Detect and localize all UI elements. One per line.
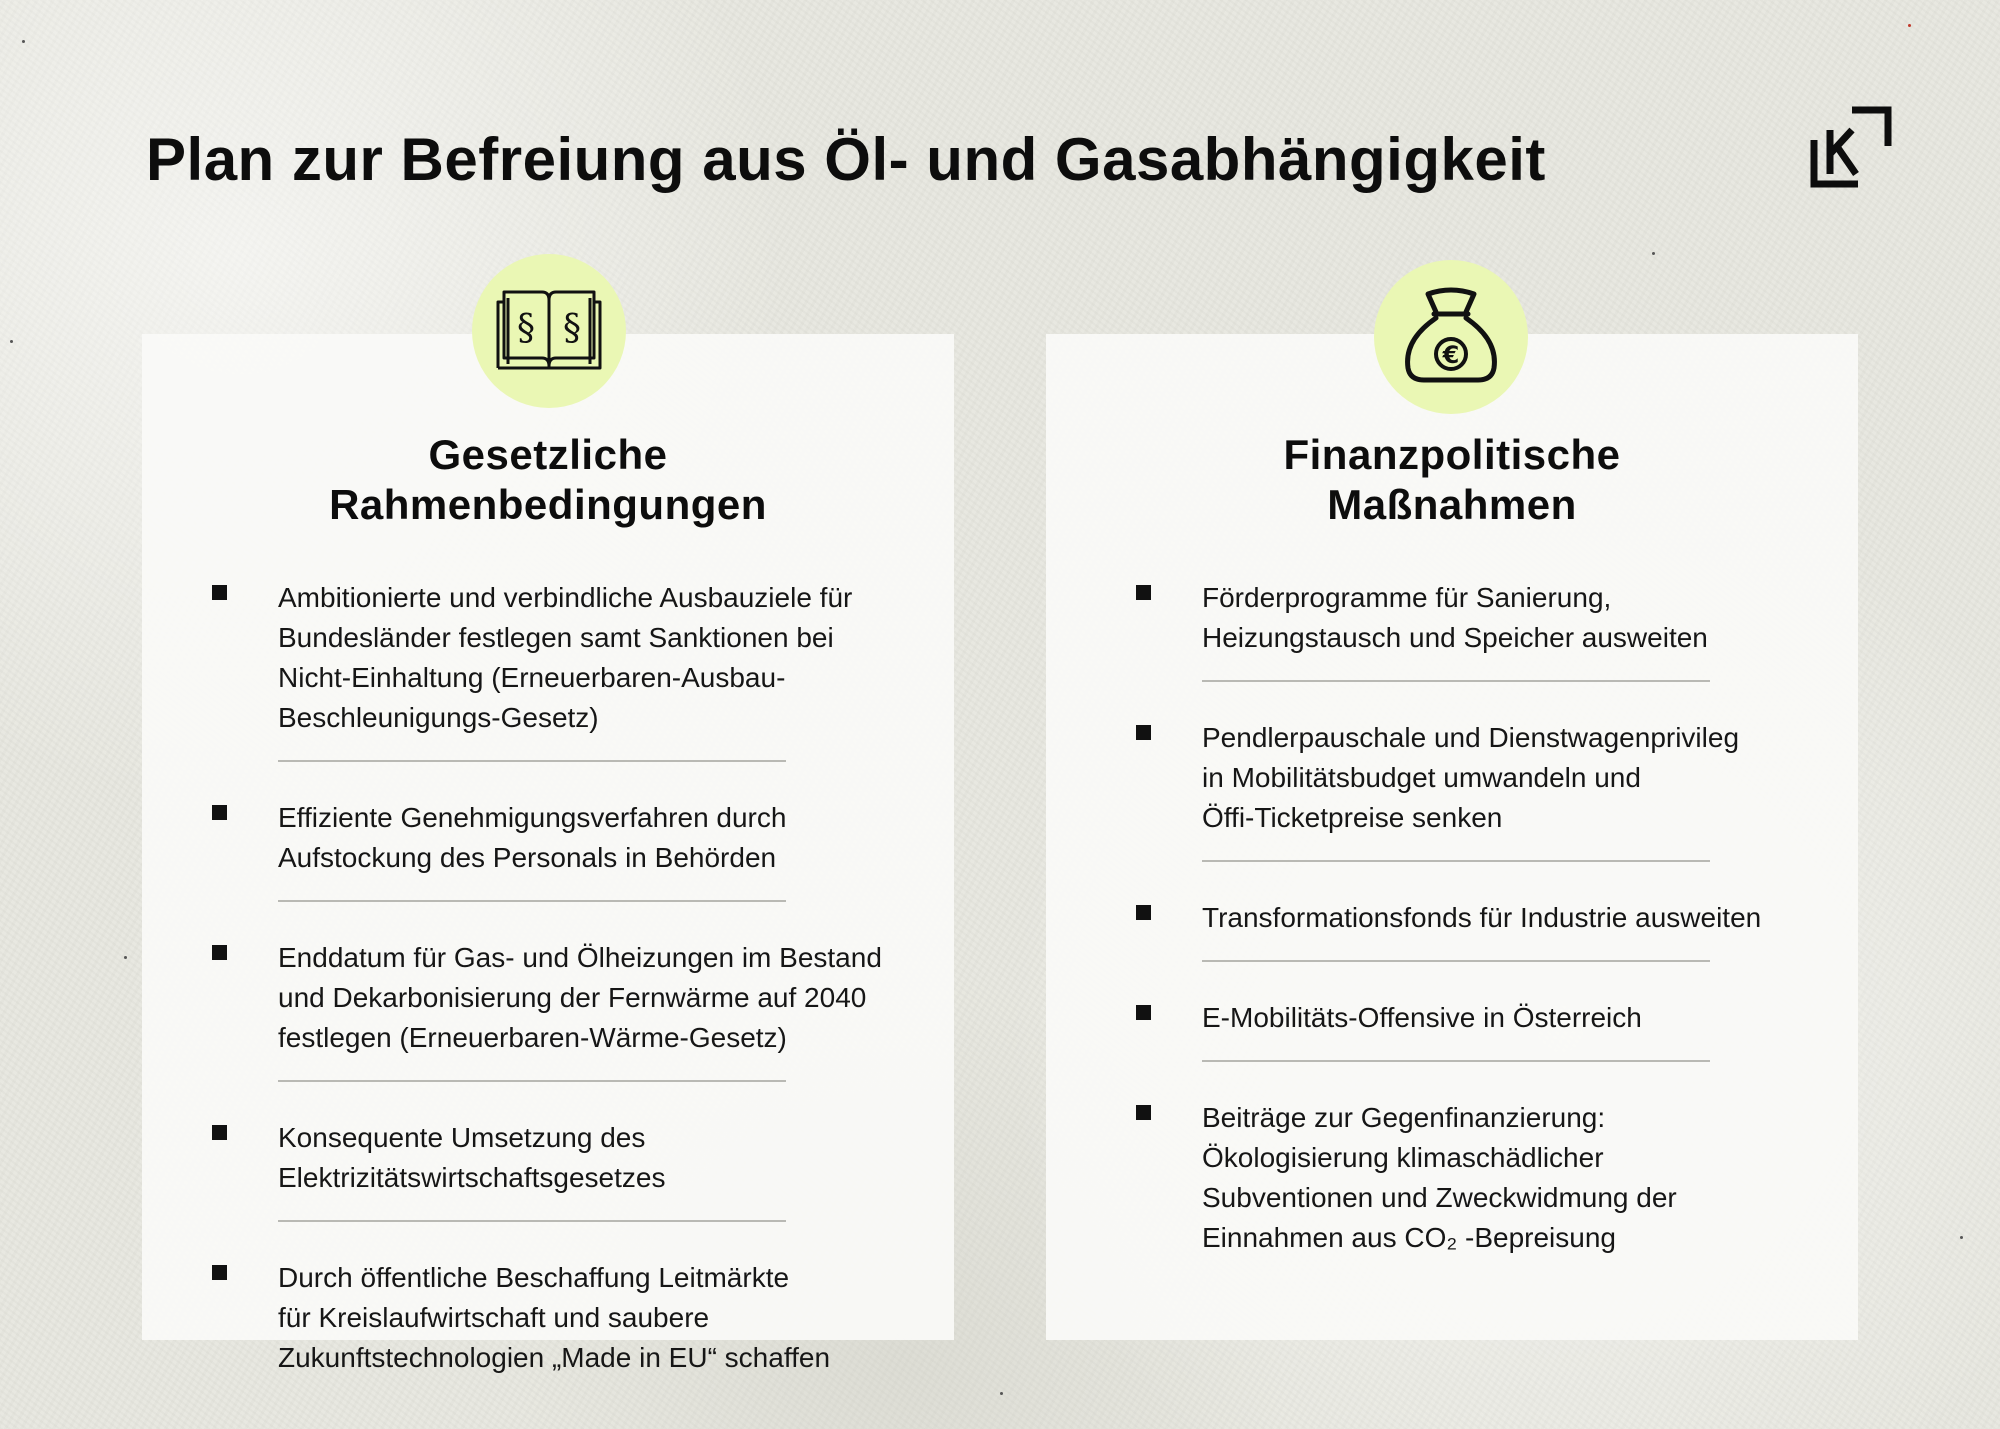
list-item-line: Subventionen und Zweckwidmung der — [1202, 1182, 1677, 1213]
divider — [278, 1080, 786, 1082]
law-book-graphic — [472, 254, 626, 408]
svg-text:§: § — [563, 308, 581, 349]
list-item-line: Zukunftstechnologien „Made in EU“ schaffen — [278, 1342, 831, 1373]
square-bullet-icon — [1136, 585, 1151, 600]
list-item — [210, 578, 940, 738]
legal-measures-list — [210, 578, 940, 1378]
square-bullet-icon — [212, 585, 227, 600]
list-item-text — [278, 578, 940, 738]
list-item-line: für Kreislaufwirtschaft und saubere — [278, 1302, 710, 1333]
list-item-line: Heizungstausch und Speicher ausweiten — [1202, 622, 1708, 653]
svg-text:§: § — [517, 308, 535, 349]
square-bullet-icon — [212, 805, 227, 820]
euro-money-bag-icon — [1374, 260, 1528, 414]
list-item-line: Konsequente Umsetzung des — [278, 1122, 646, 1153]
k-logo-icon — [1808, 104, 1894, 190]
square-bullet-icon — [1136, 905, 1151, 920]
list-item-line: Durch öffentliche Beschaffung Leitmärkte — [278, 1262, 790, 1293]
paper-speck — [1908, 24, 1911, 27]
list-item — [210, 798, 940, 878]
section-title-line: Rahmenbedingungen — [329, 481, 767, 528]
list-item — [1134, 998, 1834, 1038]
list-item-line: Enddatum für Gas- und Ölheizungen im Bestand — [278, 942, 882, 973]
page-title: Plan zur Befreiung aus Öl- und Gasabhängigkeit — [146, 126, 1546, 193]
paper-speck — [22, 40, 25, 43]
section-title-fiscal — [1046, 430, 1858, 530]
list-item-line: Elektrizitätswirtschaftsgesetzes — [278, 1162, 666, 1193]
list-item-line: Aufstockung des Personals in Behörden — [278, 842, 777, 873]
list-item — [210, 1118, 940, 1198]
square-bullet-icon — [212, 1265, 227, 1280]
list-item-line: Nicht-Einhaltung (Erneuerbaren-Ausbau- — [278, 662, 786, 693]
fiscal-measures-list — [1134, 578, 1834, 1258]
list-item-text — [1202, 898, 1834, 938]
money-bag-graphic — [1374, 260, 1528, 414]
list-item — [210, 1258, 940, 1378]
list-item-line: Beschleunigungs-Gesetz) — [278, 702, 599, 733]
square-bullet-icon — [1136, 1105, 1151, 1120]
square-bullet-icon — [212, 945, 227, 960]
list-item-line: Ambitionierte und verbindliche Ausbauziele für — [278, 582, 853, 613]
paper-speck — [1000, 1392, 1003, 1395]
list-item-line: Ökologisierung klimaschädlicher — [1202, 1142, 1604, 1173]
divider — [278, 900, 786, 902]
paper-speck — [1652, 252, 1655, 255]
list-item — [210, 938, 940, 1058]
k-logo-graphic — [1808, 104, 1894, 190]
list-item-line: Öffi-Ticketpreise senken — [1202, 802, 1503, 833]
list-item-text — [1202, 998, 1834, 1038]
list-item-line: Beiträge zur Gegenfinanzierung: — [1202, 1102, 1606, 1133]
divider — [1202, 960, 1710, 962]
law-book-paragraph-icon — [472, 254, 626, 408]
list-item-line: Pendlerpauschale und Dienstwagenprivileg — [1202, 722, 1740, 753]
list-item-text — [278, 938, 940, 1058]
list-item-line: und Dekarbonisierung der Fernwärme auf 2040 — [278, 982, 867, 1013]
list-item-line: Einnahmen aus CO₂ -Bepreisung — [1202, 1222, 1616, 1253]
list-item-text — [278, 798, 940, 878]
list-item-line: E-Mobilitäts-Offensive in Österreich — [1202, 1002, 1642, 1033]
list-item — [1134, 718, 1834, 838]
divider — [1202, 860, 1710, 862]
paper-speck — [124, 956, 127, 959]
list-item-text — [278, 1258, 940, 1378]
list-item-line: Effiziente Genehmigungsverfahren durch — [278, 802, 787, 833]
list-item-line: Transformationsfonds für Industrie ausweiten — [1202, 902, 1762, 933]
list-item-line: Bundesländer festlegen samt Sanktionen bei — [278, 622, 834, 653]
divider — [1202, 680, 1710, 682]
list-item — [1134, 578, 1834, 658]
square-bullet-icon — [1136, 1005, 1151, 1020]
divider — [278, 760, 786, 762]
list-item-text — [1202, 1098, 1834, 1258]
list-item — [1134, 898, 1834, 938]
paper-speck — [10, 340, 13, 343]
list-item-text — [278, 1118, 940, 1198]
list-item-text — [1202, 718, 1834, 838]
list-item-line: festlegen (Erneuerbaren-Wärme-Gesetz) — [278, 1022, 787, 1053]
divider — [278, 1220, 786, 1222]
divider — [1202, 1060, 1710, 1062]
list-item-text — [1202, 578, 1834, 658]
section-title-line: Finanzpolitische — [1283, 431, 1621, 478]
list-item — [1134, 1098, 1834, 1258]
list-item-line: Förderprogramme für Sanierung, — [1202, 582, 1612, 613]
square-bullet-icon — [212, 1125, 227, 1140]
paper-speck — [1960, 1236, 1963, 1239]
section-title-legal — [142, 430, 954, 530]
section-title-line: Gesetzliche — [428, 431, 668, 478]
square-bullet-icon — [1136, 725, 1151, 740]
section-title-line: Maßnahmen — [1327, 481, 1577, 528]
list-item-line: in Mobilitätsbudget umwandeln und — [1202, 762, 1641, 793]
svg-text:€: € — [1442, 341, 1460, 369]
